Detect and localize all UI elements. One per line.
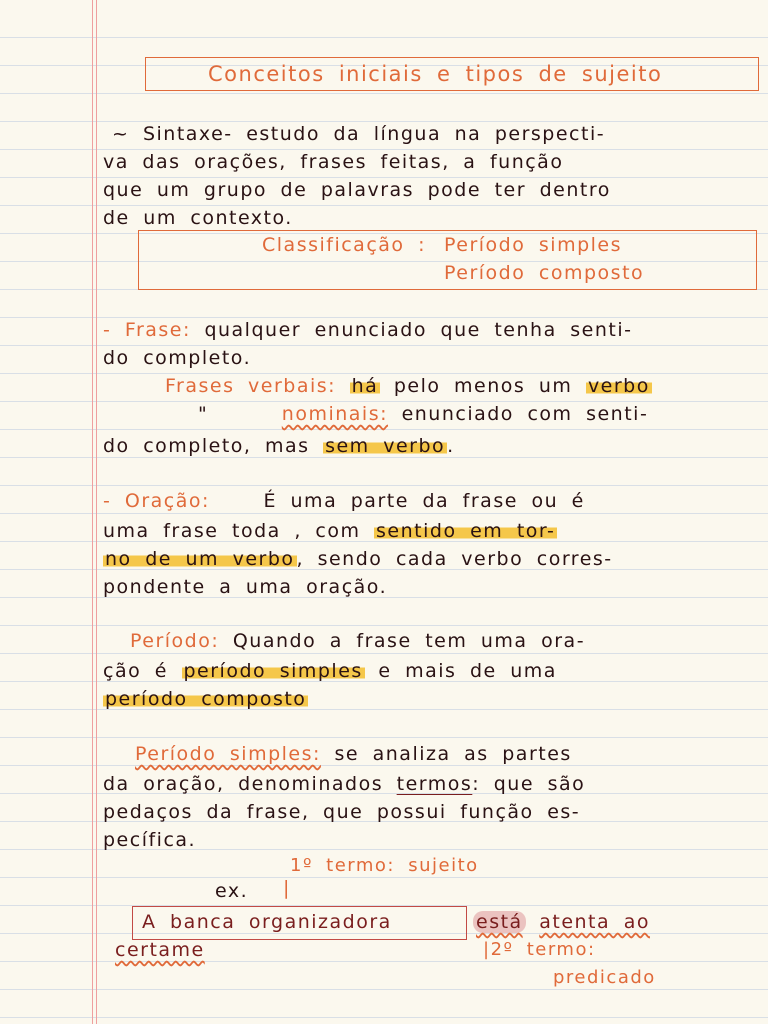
highlight-sem-verbo: sem verbo <box>325 435 446 457</box>
term-2-value: predicado <box>553 967 656 988</box>
page-title: Conceitos iniciais e tipos de sujeito <box>208 62 663 86</box>
oracao-line-4: pondente a uma oração. <box>103 576 388 598</box>
term-2-label: |2º termo: <box>483 939 596 960</box>
classificacao-item-composto: Período composto <box>444 262 645 284</box>
periodo-line-1 <box>130 630 585 652</box>
sintaxe-line-3: que um grupo de palavras pode ter dentro <box>103 179 611 201</box>
oracao-line-1 <box>103 490 585 512</box>
frase-line-5-post: . <box>447 435 455 457</box>
highlight-periodo-composto: período composto <box>105 688 307 710</box>
frase-lead: - Frase: <box>103 319 191 341</box>
frase-line-4 <box>198 403 648 425</box>
predicado-esta: está <box>473 911 526 933</box>
highlight-no-de-um-verbo: no de um verbo <box>105 548 295 570</box>
oracao-line-3 <box>103 548 613 570</box>
periodo-lead: Período: <box>130 630 220 652</box>
predicado-atenta-ao: atenta ao <box>539 911 650 933</box>
periodo-line-3 <box>103 688 308 710</box>
highlight-periodo-simples: período simples <box>183 660 363 682</box>
classificacao-label: Classificação : <box>262 234 426 256</box>
frase-line-3 <box>165 375 652 397</box>
periodo-simples-line-4: pecífica. <box>103 829 197 851</box>
highlight-ha: há <box>351 375 379 397</box>
frase-line-1-text: qualquer enunciado que tenha senti- <box>204 319 633 341</box>
oracao-lead: - Oração: <box>103 490 210 512</box>
oracao-line-3-post: , sendo cada verbo corres- <box>296 548 613 570</box>
classificacao-item-simples: Período simples <box>444 234 623 256</box>
term-1-pointer: | <box>283 877 291 899</box>
frase-line-1 <box>103 319 632 341</box>
frase-line-5 <box>103 435 455 457</box>
example-sujeito: A banca organizadora <box>142 911 392 933</box>
periodo-simples-line-2-post: : que são <box>472 773 586 795</box>
frases-verbais-label: Frases verbais: <box>165 375 337 397</box>
frase-line-5-pre: do completo, mas <box>103 435 310 457</box>
sintaxe-lead: ~ Sintaxe <box>112 123 225 145</box>
periodo-simples-line-1-text: se analiza as partes <box>334 743 572 765</box>
frases-verbais-mid: pelo menos um <box>393 375 573 397</box>
ditto-mark: " <box>198 403 209 425</box>
periodo-simples-line-3: pedaços da frase, que possui função es- <box>103 801 581 823</box>
frase-line-2: do completo. <box>103 347 252 369</box>
periodo-simples-lead: Período simples: <box>135 743 321 765</box>
oracao-line-1-text: É uma parte da frase ou é <box>263 490 585 512</box>
oracao-line-2-pre: uma frase toda , com <box>103 520 361 542</box>
frases-nominais-text: enunciado com senti- <box>401 403 649 425</box>
oracao-line-2 <box>103 520 557 542</box>
example-predicado <box>473 911 650 933</box>
periodo-line-1-text: Quando a frase tem uma ora- <box>232 630 586 652</box>
termos-underlined: termos <box>396 773 473 795</box>
sintaxe-line-2: va das orações, frases feitas, a função <box>103 151 564 173</box>
highlight-verbo: verbo <box>587 375 650 397</box>
periodo-simples-line-1 <box>135 743 572 765</box>
periodo-line-2-post: e mais de uma <box>378 660 557 682</box>
highlight-sentido-em-tor: sentido em tor- <box>376 520 556 542</box>
margin-line-right <box>96 0 97 1024</box>
term-1-label: 1º termo: sujeito <box>290 855 479 876</box>
periodo-line-2-pre: ção é <box>103 660 168 682</box>
sintaxe-line-1-text: - estudo da língua na perspecti- <box>224 123 606 145</box>
ex-label: ex. <box>215 880 249 902</box>
periodo-line-2 <box>103 660 557 682</box>
frases-nominais-label: nominais: <box>281 403 389 425</box>
periodo-simples-line-2 <box>103 773 585 795</box>
example-certame: certame <box>115 939 205 961</box>
sintaxe-line-1 <box>112 123 605 145</box>
sintaxe-line-4: de um contexto. <box>103 207 293 229</box>
margin-line-left <box>92 0 93 1024</box>
periodo-simples-line-2-pre: da oração, denominados <box>103 773 384 795</box>
